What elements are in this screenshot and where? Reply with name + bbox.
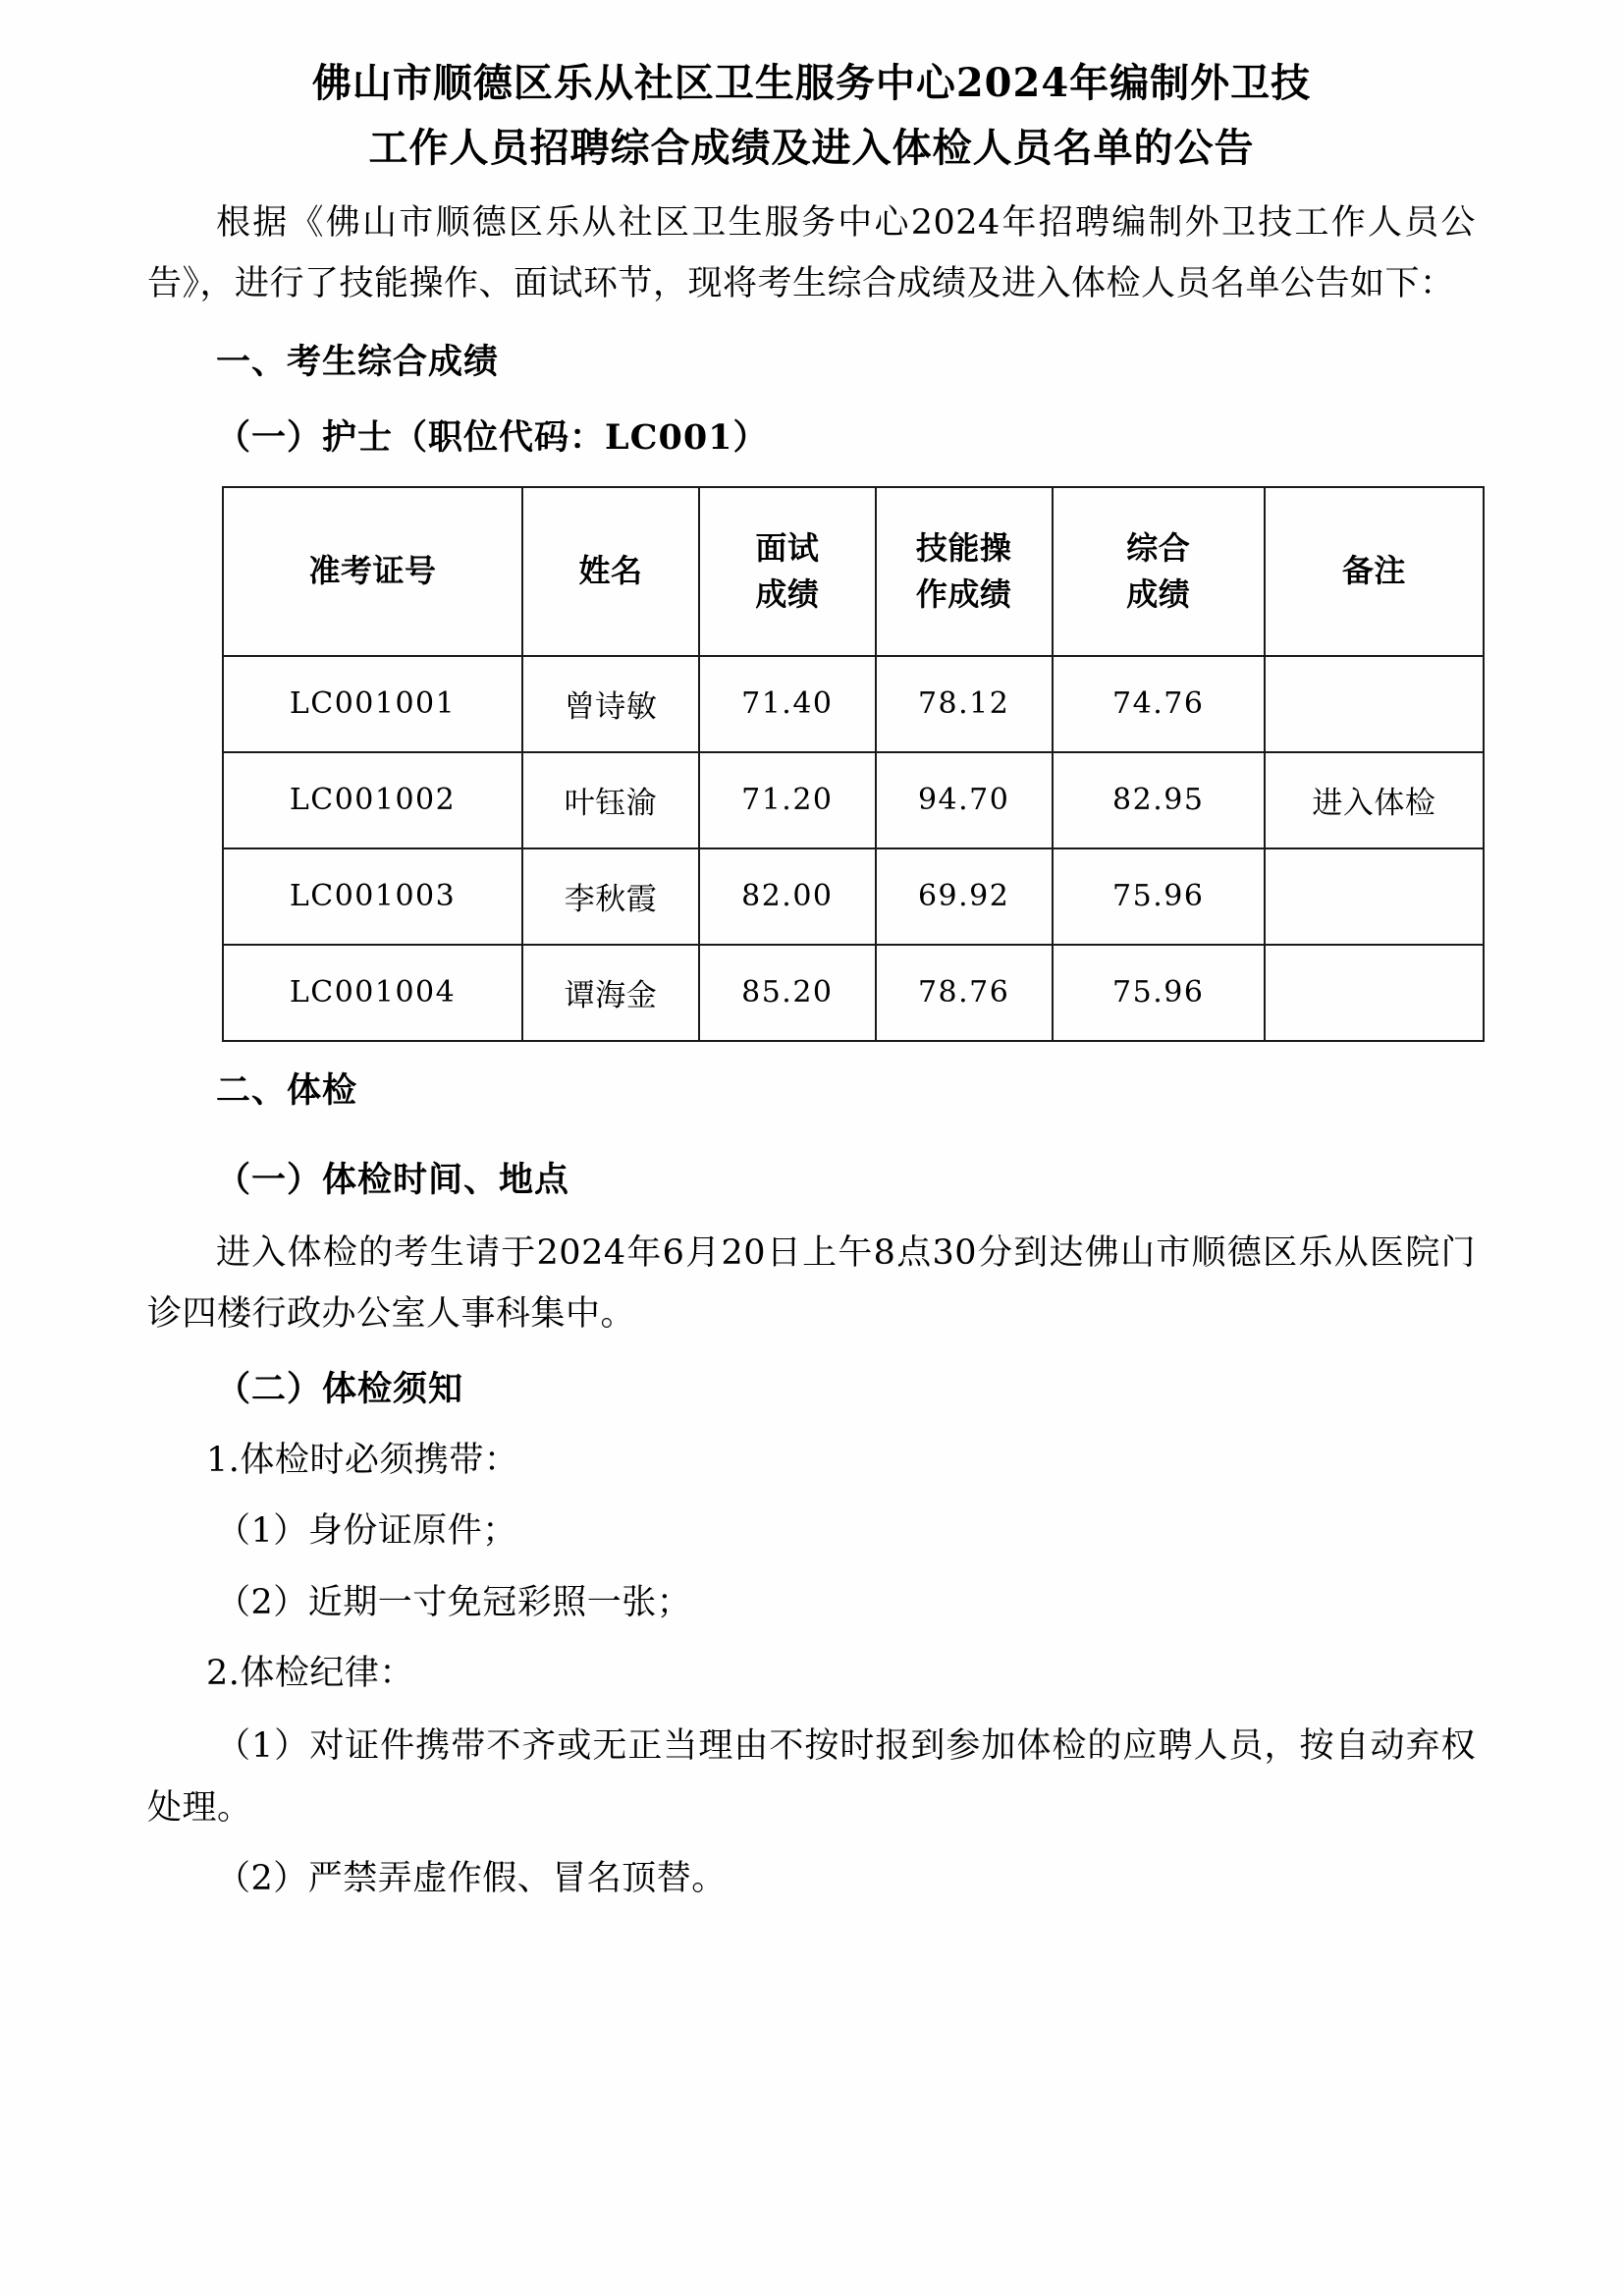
table-header-skill-line2: 作成绩 (915, 574, 1012, 613)
section-two-time-place-body: 进入体检的考生请于2024年6月20日上午8点30分到达佛山市顺德区乐从医院门诊四楼行政办公室人事科集中。 (147, 1232, 1476, 1334)
section-one-subheading: （一）护士（职位代码：LC001） (216, 416, 769, 458)
cell-interview: 85.20 (699, 945, 876, 1041)
section-one-heading: 一、考生综合成绩 (216, 341, 500, 382)
cell-skill: 78.12 (876, 656, 1053, 752)
table-header-interview-line2: 成绩 (755, 574, 820, 613)
notice-item-2-1: （1）对证件携带不齐或无正当理由不按时报到参加体检的应聘人员，按自动弃权处理。 (147, 1726, 1476, 1828)
table-header-interview-line1: 面试 (755, 529, 820, 568)
cell-remark: 进入体检 (1265, 752, 1484, 848)
cell-code: LC001002 (223, 752, 522, 848)
cell-code: LC001004 (223, 945, 522, 1041)
table-header-code: 准考证号 (223, 487, 522, 656)
table-row (223, 848, 1484, 945)
table-header-remark: 备注 (1265, 487, 1484, 656)
page-title-line-2: 工作人员招聘综合成绩及进入体检人员名单的公告 (368, 125, 1255, 171)
table-row (223, 752, 1484, 848)
table-header-total (1053, 487, 1265, 656)
cell-skill: 78.76 (876, 945, 1053, 1041)
table-row (223, 945, 1484, 1041)
page-title (147, 51, 1476, 181)
cell-name: 谭海金 (522, 945, 699, 1041)
table-row (223, 656, 1484, 752)
section-two-subheading-notice: （二）体检须知 (216, 1369, 464, 1410)
cell-interview: 71.20 (699, 752, 876, 848)
section-two-heading: 二、体检 (216, 1069, 358, 1111)
scores-table (222, 486, 1485, 1042)
cell-code: LC001003 (223, 848, 522, 945)
cell-interview: 71.40 (699, 656, 876, 752)
cell-total: 74.76 (1053, 656, 1265, 752)
notice-item-1: 1.体检时必须携带： (206, 1441, 519, 1481)
notice-item-1-2: （2）近期一寸免冠彩照一张； (216, 1582, 692, 1622)
notice-item-2-2: （2）严禁弄虚作假、冒名顶替。 (216, 1858, 727, 1898)
notice-item-1-1: （1）身份证原件； (216, 1511, 517, 1552)
intro-paragraph: 根据《佛山市顺德区乐从社区卫生服务中心2024年招聘编制外卫技工作人员公告》，进行了技能操作、面试环节，现将考生综合成绩及进入体检人员名单公告如下： (147, 203, 1476, 304)
cell-remark (1265, 848, 1484, 945)
cell-total: 82.95 (1053, 752, 1265, 848)
cell-interview: 82.00 (699, 848, 876, 945)
cell-name: 曾诗敏 (522, 656, 699, 752)
cell-code: LC001001 (223, 656, 522, 752)
table-header-name: 姓名 (522, 487, 699, 656)
table-header-interview (699, 487, 876, 656)
cell-skill: 69.92 (876, 848, 1053, 945)
table-header-total-line1: 综合 (1126, 529, 1191, 568)
cell-name: 李秋霞 (522, 848, 699, 945)
cell-total: 75.96 (1053, 945, 1265, 1041)
spacer (147, 1125, 1476, 1135)
cell-remark (1265, 945, 1484, 1041)
table-header-skill-line1: 技能操 (915, 529, 1012, 568)
table-header-total-line2: 成绩 (1126, 574, 1191, 613)
table-header-skill (876, 487, 1053, 656)
cell-total: 75.96 (1053, 848, 1265, 945)
cell-remark (1265, 656, 1484, 752)
table-header-row (223, 487, 1484, 656)
cell-skill: 94.70 (876, 752, 1053, 848)
section-two-subheading-time-place: （一）体检时间、地点 (216, 1159, 570, 1200)
page-title-line-1: 佛山市顺德区乐从社区卫生服务中心2024年编制外卫技 (311, 60, 1312, 106)
notice-item-2: 2.体检纪律： (206, 1654, 414, 1694)
cell-name: 叶钰渝 (522, 752, 699, 848)
